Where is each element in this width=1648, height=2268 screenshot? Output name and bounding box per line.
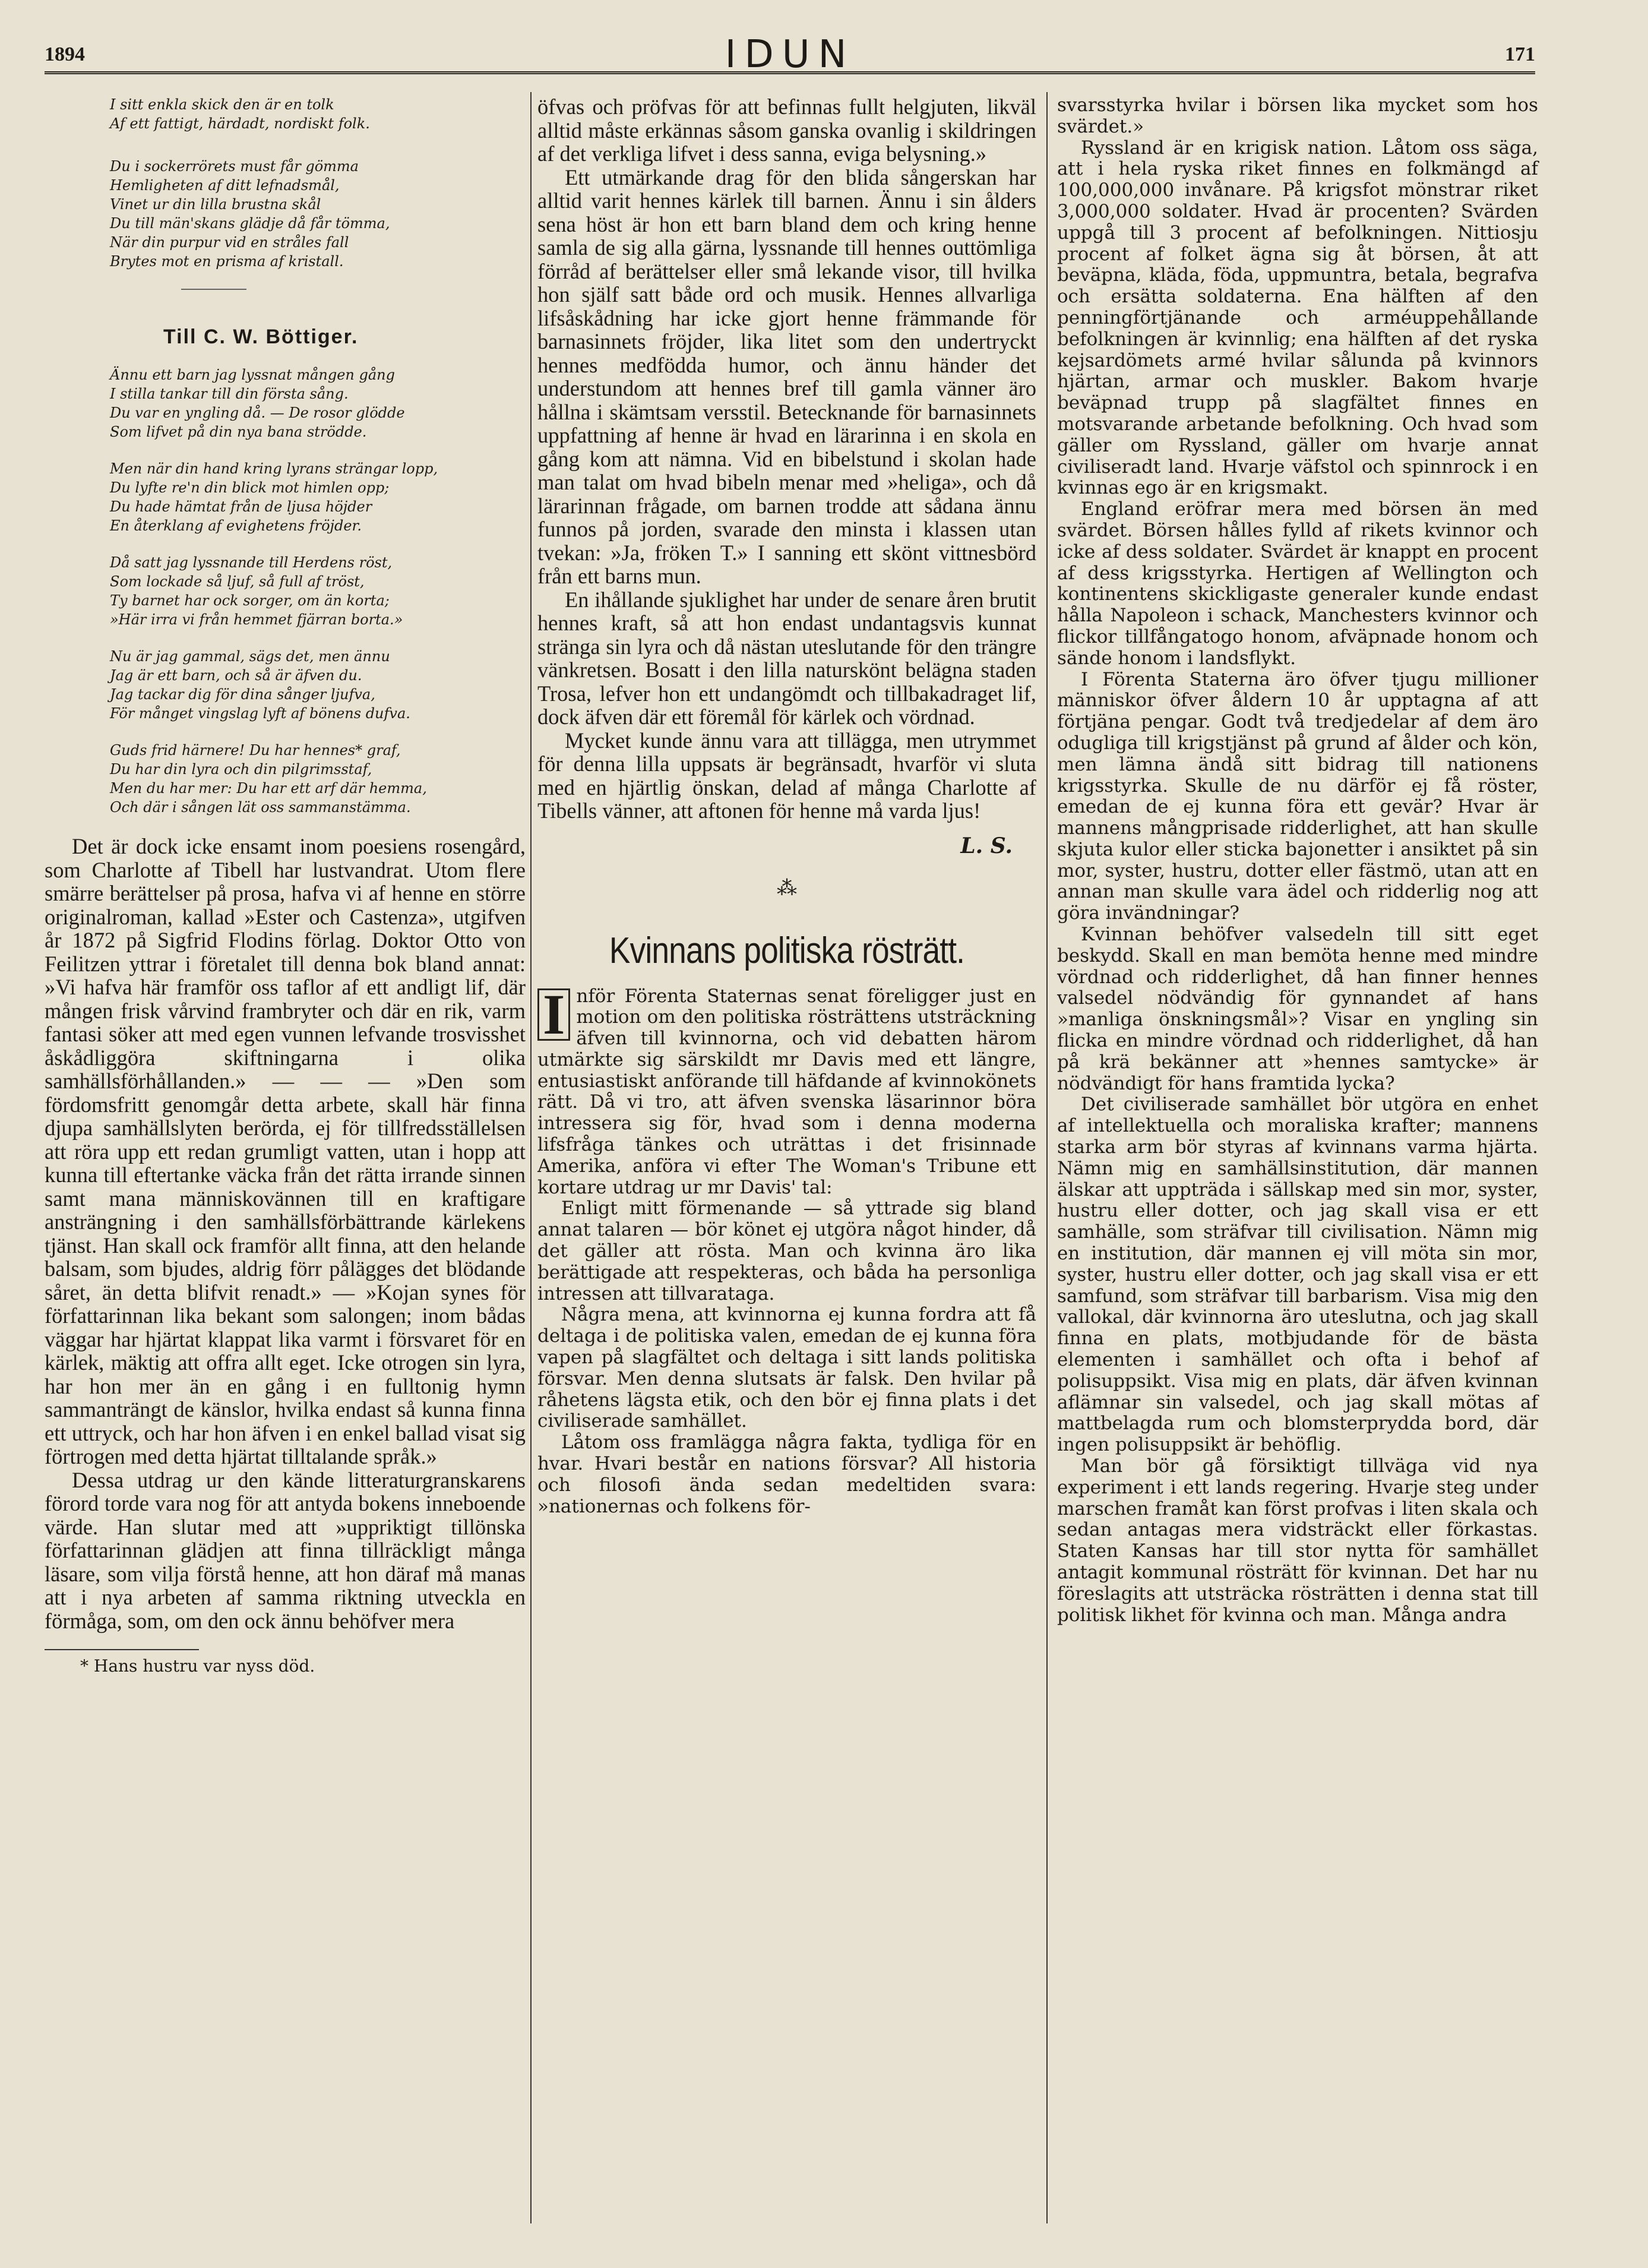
- paragraph: Mycket kunde ännu vara att tillägga, men utrymmet för denna lilla uppsats är begränsadt, hvarför vi sluta med en hjärtlig önskan, delad af många Charlotte af Tibells vänner, att aftonen för henne må varda ljus!: [537, 728, 1036, 823]
- column-1: [45, 95, 526, 1676]
- paragraph: Det är dock icke ensamt inom poesiens rosengård, som Charlotte af Tibell har lustvandrat. Utom flere smärre berättelser på prosa, hafva vi af henne en större originalroman, kallad »Ester och Castenza», utgifven år 1872 på Sigfrid Flodins förlag. Doktor Otto von Feilitzen yttrar i företalet till denna bok bland annat: »Vi hafva här framför oss taflor af ett andligt lif, där mången frisk vårvind frambryter och där en rik, varm fantasi söker att med egen vunnen lefvande trosvisshet åskådliggöra skiftningarna i olika samhällsförhållanden.» — — — »Den som fördomsfritt genomgår detta arbete, skall här finna djupa samhällslyten berörda, ej för tillfredsställelsen att röra upp ett redan grumligt vatten, utan i hopp att kunna till eftertanke väcka från det rätta irrande sinnen samt mana människovännen till en kraftigare ansträngning i den samhällsförbättrande kärlekens tjänst. Han skall ock framför allt finna, att den helande balsam, som bjudes, aldrig förr pålägges det blödande såret, än detta blifvit renadt.» — »Kojan synes för författarinnan lika bekant som salongen; inom bådas väggar har hjärtat klappat lika varmt i försvaret för en kärlek, mäktig att offra allt eget. Icke otrogen sin lyra, har hon mer än en gång i en fulltonig hymn sammanträngt de känslor, hvilka endast så kunna finna ett uttryck, och har hon äfven i en enkel ballad visat sig förtrogen med detta hjärtat tilltalande språk.»: [45, 834, 526, 1468]
- footnote-rule: [45, 1649, 199, 1650]
- footnote: * Hans hustru var nyss död.: [80, 1656, 315, 1676]
- verse-line: Jag är ett barn, och så är äfven du.: [110, 667, 362, 684]
- header-rule: [45, 71, 1535, 78]
- paragraph: öfvas och pröfvas för att befinnas fullt helgjuten, likväl alltid måste erkännas såsom ganska ovanlig i skildringen af det verkliga lifvet i dess sanna, eviga belysning.»: [537, 94, 1036, 166]
- verse-line: Som lockade så ljuf, så full af tröst,: [110, 573, 365, 590]
- drop-cap: I: [537, 988, 570, 1041]
- paragraph: I Förenta Staterna äro öfver tjugu millioner människor öfver åldern 10 år upptagna af att förtjäna pengar. Godt två tredjedelar af dem äro odugliga till krigstjänst på grund af ålder och kön, men lämna ändå sitt bidrag till nationens krigsstyrka. Skulle de nu därför ej få röster, emedan de ej kunna föra ett gevär? Hvar är mannens mångprisade ridderlighet, att han skulle skjuta kulor eller sticka bajonetter i ansiktet på sin mor, syster, hustru, dotter eller fästmö, utan att en annan man skulle vara ädel och ridderlig nog att göra invändningar?: [1057, 668, 1538, 924]
- paragraph: svarsstyrka hvilar i börsen lika mycket som hos svärdet.»: [1057, 94, 1538, 137]
- stanza: [110, 647, 526, 723]
- verse-line: Du har din lyra och din pilgrimsstaf,: [110, 761, 372, 778]
- verse-line: Hemligheten af ditt lefnadsmål,: [110, 177, 340, 194]
- verse-line: Nu är jag gammal, sägs det, men ännu: [110, 648, 390, 665]
- column-2: [537, 95, 1036, 1517]
- paragraph: Ryssland är en krigisk nation. Låtom oss säga, att i hela ryska riket finnes en folkmängd af 100,000,000 invånare. På krigsfot mönstrar riket 3,000,000 soldater. Hvad är procenten? Svärden uppgå till 3 procent af befolkningen. Nittiosju procent af folket ägna sig åt börsen, åt att beväpna, kläda, föda, uppmuntra, betala, begrafva och ersätta soldaterna. Ena hälften af den penningförtjänande och arméuppehållande befolkningen är kvinnlig; ena hälften af det ryska kejsardömets armé hvilar sålunda på kvinnors hjärtan, armar och muskler. Bakom hvarje beväpnad trupp på slagfältet finnes en motsvarande arbetande befolkning. Och hvad som gäller om Ryssland, gäller om hvarje annat civiliseradt land. Hvarje väfstol och spinnrock i en kvinnas ego är en krigsmakt.: [1057, 137, 1538, 499]
- stanza: [110, 157, 526, 271]
- verse-line: Af ett fattigt, härdadt, nordiskt folk.: [110, 115, 370, 132]
- paragraph: Dessa utdrag ur den kände litteraturgranskarens förord torde vara nog för att antyda bokens inneboende värde. Han slutar med att »uppriktigt tillönska författarinnan glädjen att finna tillräckligt många läsare, som vilja förstå henne, att hon däraf må manas att i nya arbeten af samma riktning utveckla en förmåga, som, om den ock ännu behöfver mera: [45, 1467, 526, 1633]
- verse-line: Jag tackar dig för dina sånger ljufva,: [110, 686, 375, 703]
- poem-fragment: [110, 95, 526, 271]
- paragraph: Man bör gå försiktigt tillväga vid nya experiment i ett lands regering. Hvarje steg under marschen framåt kan först profvas i liten skala och sedan antagas mera vidsträckt eller förkastas. Staten Kansas har till stor nytta för samhället antagit kommunal rösträtt för kvinnan. Det har nu föreslagits att utsträcka rösträtten i denna stat till politisk likhet för kvinna och man. Många andra: [1057, 1455, 1538, 1626]
- poem-bottiger: [110, 365, 526, 817]
- verse-line: Och där i sången lät oss sammanstämma.: [110, 799, 411, 816]
- verse-line: Du hade hämtat från de ljusa höjder: [110, 498, 372, 515]
- article-body-rostratt: [537, 982, 1036, 1518]
- stanza: [110, 365, 526, 441]
- verse-line: När din purpur vid en stråles fall: [110, 234, 349, 251]
- divider: [181, 289, 246, 290]
- verse-line: Du i sockerrörets must får gömma: [110, 158, 359, 175]
- article-body-continued: [537, 95, 1036, 823]
- year: 1894: [45, 43, 85, 65]
- paragraph: England eröfrar mera med börsen än med svärdet. Börsen hålles fylld af rikets kvinnor och icke af dess soldater. Svärdet är knappt en procent af dess krigsstyrka. Hertigen af Wellington och kontinentens skickligaste generaler kunde endast hålla Napoleon i schack, Manchesters kvinnor och flickor tillfångatogo honom, afväpnade honom och sände honom i landsflykt.: [1057, 498, 1538, 669]
- verse-line: Vinet ur din lilla brustna skål: [110, 196, 321, 213]
- poem-title: Till C. W. Böttiger.: [163, 326, 359, 348]
- verse-line: Du lyfte re'n din blick mot himlen opp;: [110, 479, 390, 496]
- signature: L. S.: [960, 833, 1013, 858]
- stanza: [110, 741, 526, 817]
- article-body-tibell: [45, 835, 526, 1632]
- verse-line: Men du har mer: Du har ett arf där hemma,: [110, 780, 427, 797]
- verse-line: Du var en yngling då. — De rosor glödde: [110, 405, 405, 421]
- paragraph: Några mena, att kvinnorna ej kunna fordra att få deltaga i de politiska valen, emedan de ej kunna föra vapen på slagfältet och deltaga i sitt lands politiska försvar. Men denna slutsats är falsk. Den hvilar på råhetens lägsta etik, och den bör ej finna plats i det civiliserade samhället.: [537, 1304, 1036, 1432]
- verse-line: Ännu ett barn jag lyssnat mången gång: [110, 367, 395, 383]
- masthead: IDUN: [725, 33, 855, 77]
- page-number: 171: [1505, 43, 1535, 65]
- page-header: [45, 33, 1535, 77]
- paragraph: Det civiliserade samhället bör utgöra en enhet af intellektuella och moraliska krafter; mannens starka arm bör styras af kvinnans varma hjärta. Nämn mig en samhällsinstitution, där mannen älskar att uppträda i sällskap med sin mor, syster, hustru eller dotter, och jag skall visa er ett samhälle, som sträfvar till civilisation. Nämn mig en institution, där mannen ej vill möta sin mor, syster, hustru eller dotter, och jag skall visa er ett samfund, som sträfvar till barbarism. Visa mig den vallokal, där kvinnorna äro uteslutna, och jag skall finna en plats, motbjudande för de bästa elementen i samhället och ofta i behof af polisuppsikt. Visa mig en plats, där äfven kvinnan aflämnar sin valsedel, och jag skall mötas af mattbelagda rum och blomsterprydda bord, där ingen polisuppsikt är behöflig.: [1057, 1094, 1538, 1456]
- verse-line: Ty barnet har ock sorger, om än korta;: [110, 592, 390, 609]
- paragraph: Kvinnan behöfver valsedeln till sitt eget beskydd. Skall en man bemöta henne med mindre vördnad och ridderlighet, då han finner hennes valsedel nödvändig för gynnandet af hans »manliga önskningsmål»? Visar en yngling sin flicka en mindre vördnad och ridderlighet, då han på krä bekänner att »hennes samtycke» är nödvändigt för hans framtida lycka?: [1057, 924, 1538, 1094]
- column-rule-2: [1046, 92, 1048, 2223]
- stanza: [110, 95, 526, 133]
- verse-line: I stilla tankar till din första sång.: [110, 386, 349, 402]
- paragraph: Låtom oss framlägga några fakta, tydliga för en hvar. Hvari består en nations försvar? All historia och filosofi ända sedan medeltiden svara: »nationernas och folkens för-: [537, 1432, 1036, 1517]
- verse-line: »Här irra vi från hemmet fjärran borta.»: [110, 611, 403, 628]
- column-3: [1057, 95, 1538, 1626]
- column-rule-1: [530, 92, 532, 2223]
- stanza: [110, 553, 526, 629]
- paragraph: Enligt mitt förmenande — så yttrade sig bland annat talaren — bör könet ej utgöra något hinder, då det gäller att rösta. Man och kvinna äro lika berättigade att respekteras, och båda ha personliga intressen att tillvarataga.: [537, 1198, 1036, 1304]
- article-body-rostratt-continued: [1057, 95, 1538, 1626]
- verse-line: För månget vingslag lyft af bönens dufva.: [110, 705, 410, 722]
- paragraph: Ett utmärkande drag för den blida sångerskan har alltid varit hennes kärlek till barnen. Ännu i sin ålders sena höst är hon ett barn bland dem och kring henne samla de sig alla gärna, lyssnande till hennes outtömliga förråd af berättelser eller små lekande visor, till hvilka hon själf satt både ord och musik. Hennes allvarliga lifsåskådning har icke gjort henne främmande för barnasinnets fröjder, lika litet som den undertryckt hennes medfödda humor, och ännu händer det understundom att hennes bref till gamla vänner äro hållna i skämtsam versstil. Betecknande för barnasinnets uppfattning af henne är hvad en lärarinna i en skola en gång kom att nämna. Vid en bibelstund i skolan hade man talat om hvad bibeln menar med »heliga», och då lärarinnan frågade, om barnen trodde att sådana ännu funnos på jorden, svarade den minsta i klassen utan tvekan: »Ja, fröken T.» I sanning ett skönt vittnesbörd från ett barns mun.: [537, 165, 1036, 588]
- verse-line: Guds frid härnere! Du har hennes* graf,: [110, 742, 401, 759]
- ornament: ⁂: [777, 876, 797, 900]
- verse-line: I sitt enkla skick den är en tolk: [110, 96, 334, 113]
- verse-line: Du till män'skans glädje då får tömma,: [110, 215, 390, 232]
- verse-line: Då satt jag lyssnande till Herdens röst,: [110, 554, 393, 571]
- stanza: [110, 459, 526, 535]
- verse-line: Brytes mot en prisma af kristall.: [110, 253, 344, 270]
- article-title: Kvinnans politiska rösträtt.: [609, 930, 965, 971]
- verse-line: En återklang af evighetens fröjder.: [110, 517, 362, 534]
- verse-line: Men när din hand kring lyrans strängar lopp,: [110, 460, 438, 477]
- paragraph: nför Förenta Staternas senat föreligger just en motion om den politiska rösträttens utsträckning äfven till kvinnorna, och vid debatten härom utmärkte sig särskildt mr Davis med ett längre, entusiastiskt anförande till häfdande af kvinnokönets rätt. Då vi tro, att äfven svenska läsarinnor böra intressera sig för, hvad som i denna moderna lifsfråga tänkes och uträttas i det frisinnade Amerika, anföra vi efter The Woman's Tribune ett kortare utdrag ur mr Davis' tal:: [537, 985, 1036, 1198]
- paragraph: En ihållande sjuklighet har under de senare åren brutit hennes kraft, så att hon endast undantagsvis kunnat stränga sin lyra och då nästan uteslutande för den trängre vänkretsen. Bosatt i den lilla naturskönt belägna staden Trosa, lefver hon ett undangömdt och tillbakadraget lif, dock äfven där ett föremål för kärlek och vördnad.: [537, 587, 1036, 729]
- verse-line: Som lifvet på din nya bana strödde.: [110, 424, 367, 440]
